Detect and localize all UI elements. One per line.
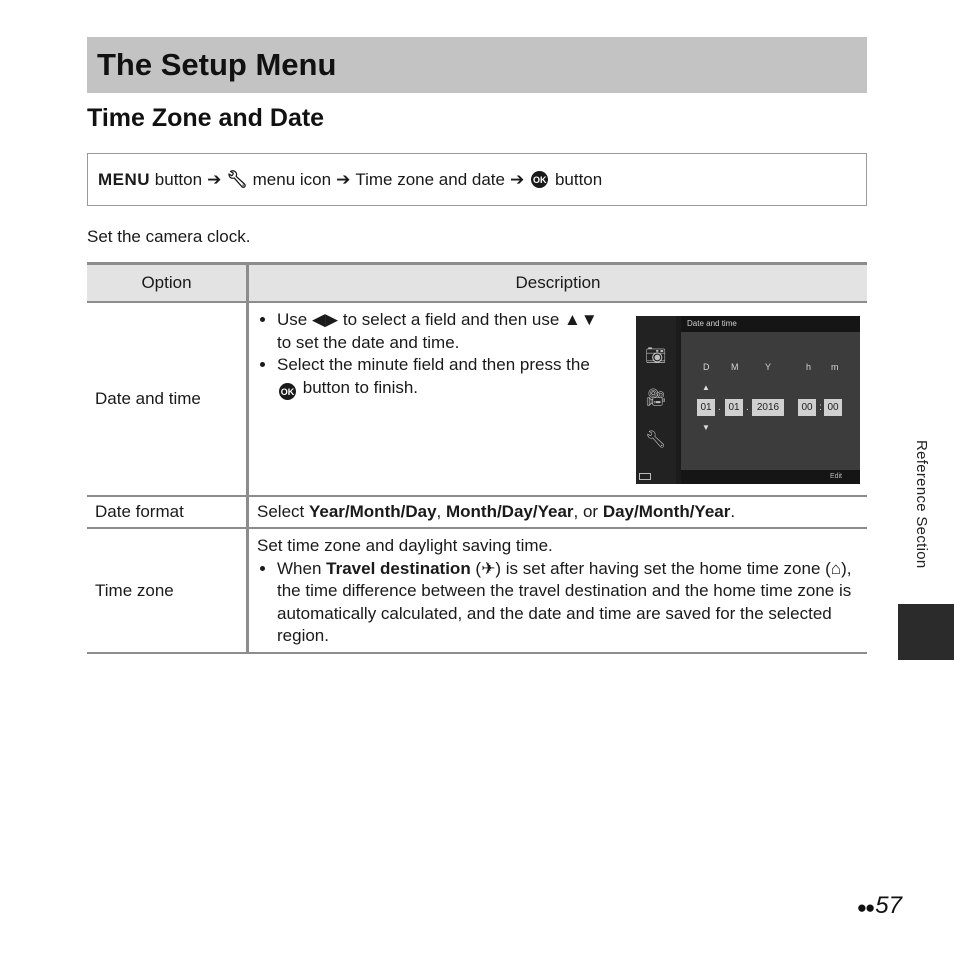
title-bar (87, 37, 867, 93)
battery-icon (639, 473, 651, 480)
down-triangle-icon: ▼ (702, 423, 710, 432)
table-header-option: Option (87, 264, 248, 303)
page-number: ●●57 (856, 892, 902, 919)
menu-path-item: Time zone and date (355, 169, 505, 189)
description-cell (248, 528, 868, 653)
section-title: Time Zone and Date (87, 104, 325, 132)
menu-path-text: button (554, 169, 603, 189)
menu-button-glyph: MENU (98, 169, 151, 189)
table-row (87, 302, 867, 496)
field-label-hour: h (806, 362, 812, 372)
field-separator: . (746, 402, 749, 413)
wrench-icon: 🔧︎ (645, 430, 667, 449)
menu-path-box (87, 153, 867, 206)
home-icon: ⌂ (830, 558, 842, 578)
format-option: Year/Month/Day (308, 502, 437, 521)
description-cell: Select Year/Month/Day, Month/Day/Year, or Day/Month/Year. (248, 496, 868, 528)
field-label-month: M (731, 362, 739, 372)
field-label-year: Y (765, 362, 772, 372)
field-separator: : (819, 402, 822, 413)
movie-camera-icon: 🎥︎ (645, 388, 667, 407)
camera-icon: 📷︎ (645, 346, 667, 365)
page-title: The Setup Menu (97, 47, 337, 82)
field-day: 01 (697, 399, 715, 416)
binoculars-icon: ●● (856, 898, 874, 917)
arrow-right-icon: ➔ (207, 169, 222, 189)
field-hour: 00 (798, 399, 816, 416)
table-header-row (87, 264, 867, 303)
screen-footer: Edit (681, 470, 860, 484)
intro-text: Set the camera clock. (87, 227, 251, 246)
time-zone-intro: Set time zone and daylight saving time. (257, 536, 553, 555)
description-cell (248, 302, 868, 496)
option-cell: Date format (87, 496, 248, 528)
table-row (87, 528, 867, 653)
field-label-minute: m (831, 362, 839, 372)
bullet-item: • Use ◀▶ to select a field and then use ▲▼ to set the date and time. (277, 309, 607, 354)
menu-path-text: menu icon (252, 169, 332, 189)
travel-destination-icon: ✈︎ (481, 558, 496, 578)
field-minute: 00 (824, 399, 842, 416)
menu-path-text: button (154, 169, 203, 189)
ok-button-icon: OK (531, 171, 548, 188)
table-header-description: Description (248, 264, 868, 303)
table-row (87, 496, 867, 528)
field-year: 2016 (752, 399, 784, 416)
options-table (87, 262, 867, 654)
ok-button-icon: OK (279, 383, 296, 400)
bullet-item: • Select the minute field and then press the OK button to finish. (277, 354, 607, 400)
camera-sidebar (636, 316, 676, 484)
up-down-arrows-icon: ▲▼ (564, 310, 598, 329)
field-separator: . (718, 402, 721, 413)
camera-screen-illustration (636, 316, 860, 484)
arrow-right-icon: ➔ (509, 169, 525, 189)
format-option: Month/Day/Year (445, 502, 574, 521)
camera-main-panel (681, 316, 860, 484)
up-triangle-icon: ▲ (702, 383, 710, 392)
screen-header: Date and time (681, 316, 860, 332)
option-cell: Time zone (87, 528, 248, 653)
left-right-arrows-icon: ◀▶ (311, 310, 339, 329)
field-month: 01 (725, 399, 743, 416)
field-label-day: D (703, 362, 710, 372)
wrench-icon: 🔧︎ (226, 169, 248, 189)
option-cell: Date and time (87, 302, 248, 496)
bullet-item: • When Travel destination (✈︎) is set after having set the home time zone (⌂), the time difference between the travel destination and the home time zone is automatically calculated, and the date and time are saved for the selected region. (277, 558, 859, 648)
section-side-label: Reference Section (913, 440, 930, 569)
format-option: Day/Month/Year (602, 502, 731, 521)
arrow-right-icon: ➔ (336, 169, 351, 189)
section-tab-marker (898, 604, 954, 660)
